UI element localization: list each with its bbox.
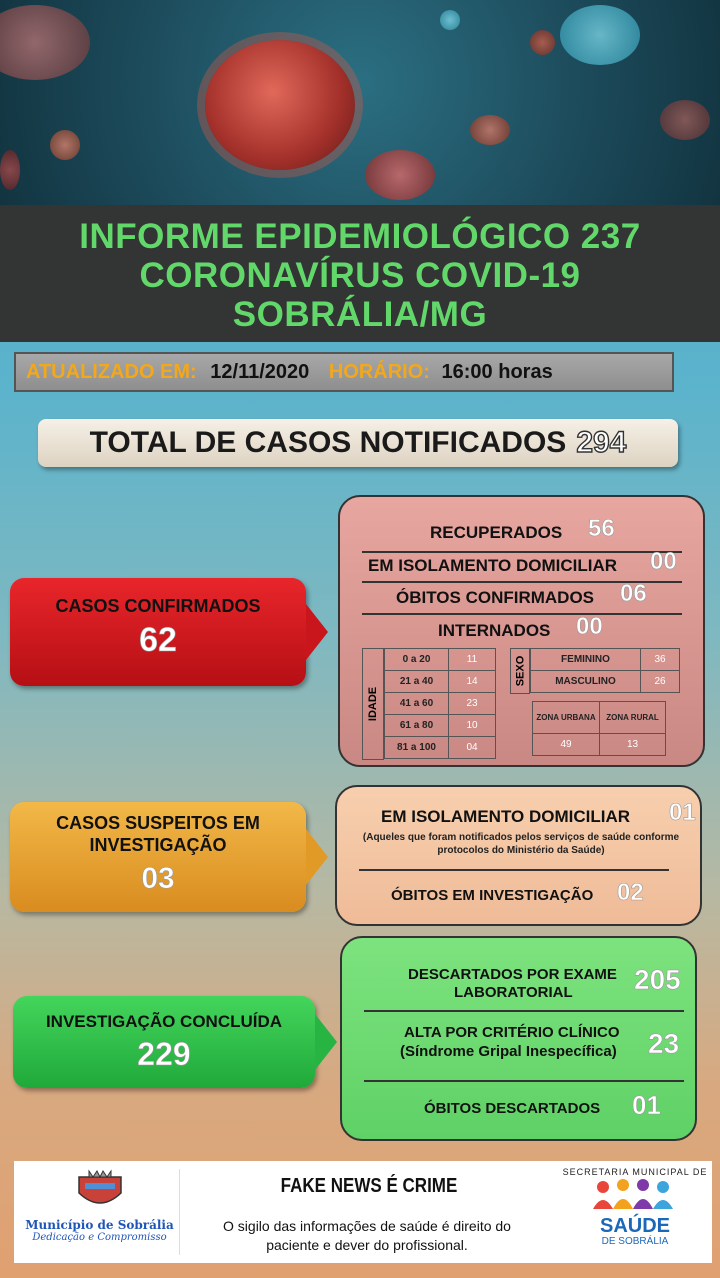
confirmed-label: CASOS CONFIRMADOS: [55, 596, 261, 616]
updated-date: 12/11/2020: [210, 361, 310, 383]
confirmed-deaths-label: ÓBITOS CONFIRMADOS: [396, 588, 595, 607]
coronavirus-banner-image: [0, 0, 720, 205]
table-row: 61 a 80 10: [385, 715, 496, 737]
discarded-label-2: LABORATORIAL: [454, 984, 573, 1001]
health-secretariat-seal: [562, 1163, 708, 1261]
suspected-cases-box: [10, 802, 306, 912]
footer: [14, 1161, 712, 1263]
clinical-label-1: ALTA POR CRITÉRIO CLÍNICO: [404, 1024, 620, 1041]
title-line-3: SOBRÁLIA/MG: [232, 295, 488, 334]
suspected-isolation-value: 01: [669, 799, 696, 826]
confirmed-isolation-label: EM ISOLAMENTO DOMICILIAR: [368, 556, 618, 575]
table-row: 81 a 100 04: [385, 737, 496, 759]
clinical-label-2: (Síndrome Gripal Inespecífica): [400, 1043, 617, 1060]
hospitalized-label: INTERNADOS: [438, 621, 551, 640]
municipality-logo: [20, 1169, 180, 1255]
zone-table: [532, 701, 666, 756]
virus-particle: [0, 5, 90, 80]
sex-axis-label: SEXO: [510, 648, 530, 694]
table-row: 49 13: [533, 734, 666, 756]
people-figures-icon: [585, 1177, 685, 1211]
confirmed-cases-box: [10, 578, 306, 686]
concluded-value: 229: [137, 1036, 191, 1072]
suspected-isolation-label: EM ISOLAMENTO DOMICILIAR: [381, 807, 631, 826]
suspected-label-1: CASOS SUSPEITOS EM: [56, 813, 260, 833]
seal-main-text: SAÚDE: [599, 1215, 670, 1237]
age-table: [384, 648, 496, 759]
table-row: 41 a 60 23: [385, 693, 496, 715]
confirmed-value: 62: [139, 621, 177, 659]
virus-particle: [205, 40, 355, 170]
municipality-motto: Dedicação e Compromisso: [32, 1232, 167, 1243]
concluded-details-panel: [340, 936, 697, 1141]
title-line-2: CORONAVÍRUS COVID-19: [139, 256, 581, 295]
time-value: 16:00 horas: [441, 361, 553, 383]
age-axis-label: IDADE: [362, 648, 384, 760]
recovered-label: RECUPERADOS: [430, 523, 563, 542]
updated-label: ATUALIZADO EM:: [26, 361, 197, 383]
discarded-deaths-value: 01: [632, 1090, 661, 1120]
concluded-cases-box: [13, 996, 315, 1088]
arrow-icon: [306, 604, 328, 660]
coat-of-arms-icon: [71, 1169, 129, 1213]
secrecy-notice: [180, 1217, 554, 1255]
virus-particle: [560, 5, 640, 65]
arrow-icon: [315, 1014, 337, 1070]
confirmed-isolation-value: 00: [650, 548, 677, 575]
virus-particle: [660, 100, 710, 140]
hospitalized-value: 00: [576, 613, 603, 640]
arrow-icon: [306, 829, 328, 885]
table-row: MASCULINO 26: [531, 671, 680, 693]
total-cases-label: TOTAL DE CASOS NOTIFICADOS: [89, 426, 567, 459]
virus-particle: [365, 150, 435, 200]
confirmed-details-panel: [338, 495, 705, 767]
confirmed-deaths-value: 06: [620, 580, 647, 607]
secrecy-line-2: paciente e dever do profissional.: [266, 1237, 468, 1253]
municipality-name: Município de Sobrália: [25, 1218, 174, 1232]
virus-particle: [50, 130, 80, 160]
discarded-value: 205: [634, 964, 681, 995]
update-bar: [14, 352, 674, 392]
discarded-label-1: DESCARTADOS POR EXAME: [408, 966, 617, 983]
table-row: 0 a 20 11: [385, 649, 496, 671]
sex-table: [530, 648, 680, 693]
total-cases-bar: [38, 419, 678, 467]
clinical-value: 23: [648, 1028, 680, 1059]
table-row: 21 a 40 14: [385, 671, 496, 693]
table-row: FEMININO 36: [531, 649, 680, 671]
seal-sub-text: DE SOBRÁLIA: [601, 1236, 669, 1247]
recovered-value: 56: [588, 515, 615, 542]
discarded-deaths-label: ÓBITOS DESCARTADOS: [424, 1100, 601, 1117]
virus-particle: [470, 115, 510, 145]
suspected-value: 03: [141, 862, 175, 895]
virus-particle: [0, 150, 20, 190]
seal-arc-text: SECRETARIA MUNICIPAL DE: [562, 1167, 708, 1177]
virus-particle: [530, 30, 555, 55]
isolation-note: (Aqueles que foram notificados pelos serviços de saúde conforme protocolos do Ministério da Saúde): [362, 832, 680, 856]
report-title: [0, 205, 720, 342]
title-line-1: INFORME EPIDEMIOLÓGICO 237: [79, 217, 641, 256]
virus-particle: [440, 10, 460, 30]
fake-news-warning: FAKE NEWS É CRIME: [280, 1175, 458, 1197]
suspected-deaths-label: ÓBITOS EM INVESTIGAÇÃO: [391, 887, 594, 904]
table-row: ZONA URBANA ZONA RURAL: [533, 702, 666, 734]
total-cases-value: 294: [576, 426, 627, 459]
suspected-label-2: INVESTIGAÇÃO: [89, 835, 227, 855]
secrecy-line-1: O sigilo das informações de saúde é direito do: [223, 1218, 511, 1234]
time-label: HORÁRIO:: [328, 361, 430, 383]
suspected-deaths-value: 02: [617, 879, 644, 906]
concluded-label: INVESTIGAÇÃO CONCLUÍDA: [45, 1012, 283, 1031]
suspected-details-panel: [335, 785, 702, 926]
